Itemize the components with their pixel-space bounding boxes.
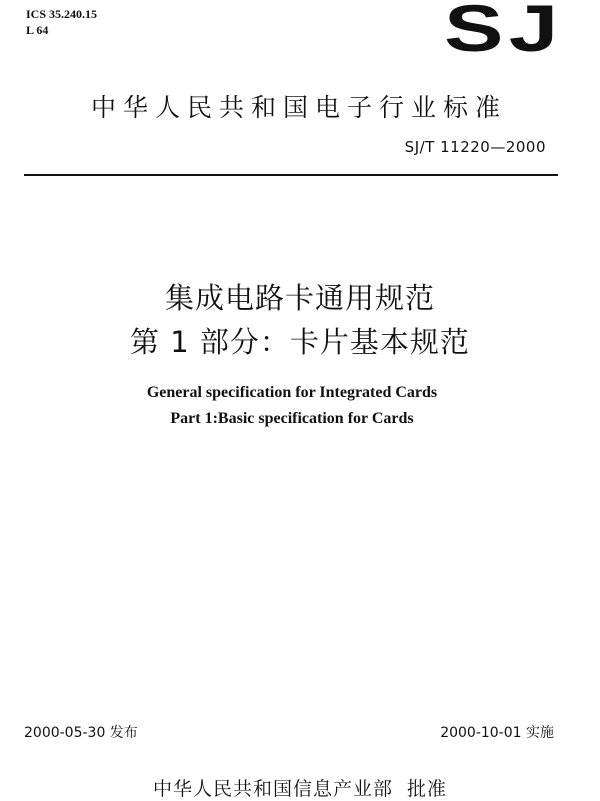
issuer-name: 中华人民共和国信息产业部 xyxy=(152,778,393,800)
header-divider xyxy=(24,174,558,176)
issuing-authority xyxy=(0,774,600,801)
standard-code: SJ/T 11220—2000 xyxy=(404,138,546,156)
issuer-action: 批准 xyxy=(407,778,448,800)
title-zh-line2: 第 1 部分：卡片基本规范 xyxy=(130,325,470,359)
implementation-date: 2000-10-01 实施 xyxy=(440,725,554,741)
title-en-line1: General specification for Integrated Cards xyxy=(146,384,438,401)
classification-block xyxy=(26,6,97,38)
sj-logo: SJ xyxy=(444,0,564,65)
title-en-line2: Part 1:Basic specification for Cards xyxy=(170,410,414,427)
issue-date: 2000-05-30 发布 xyxy=(24,725,138,741)
title-zh-line1: 集成电路卡通用规范 xyxy=(164,281,435,315)
industry-standard-title: 中华人民共和国电子行业标准 xyxy=(90,93,507,122)
ccs-code: L 64 xyxy=(26,23,49,37)
ics-code: ICS 35.240.15 xyxy=(26,7,98,21)
